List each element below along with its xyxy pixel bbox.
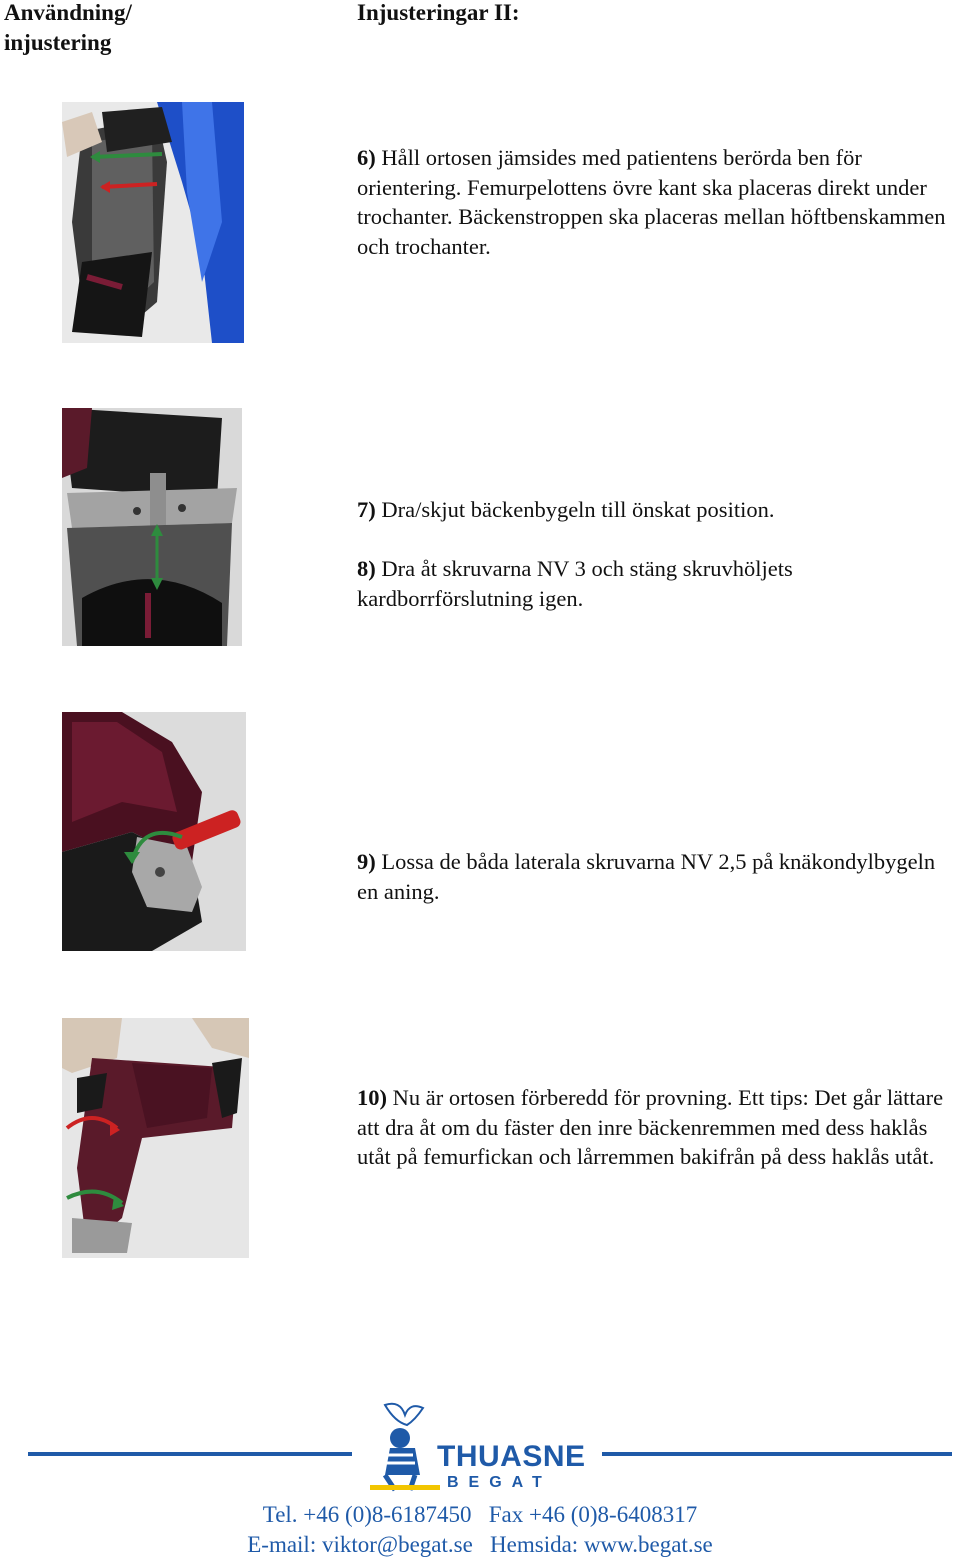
section-title-line1: Användning/ — [4, 0, 132, 25]
brand-subname: BEGAT — [447, 1474, 552, 1491]
step-7 — [357, 495, 957, 525]
step-number: 9) — [357, 849, 376, 874]
step-10 — [357, 1083, 957, 1172]
section-title-line2: injustering — [4, 30, 112, 55]
photo-step-6 — [62, 102, 244, 343]
step-number: 10) — [357, 1085, 387, 1110]
step-text: Dra/skjut bäckenbygeln till önskat position. — [375, 497, 775, 522]
photo-step-7-8 — [62, 408, 242, 646]
step-text: Lossa de båda laterala skruvarna NV 2,5 på knäkondylbygeln en aning. — [357, 849, 936, 904]
angel-mascot-icon — [365, 1400, 445, 1495]
step-number: 6) — [357, 145, 376, 170]
step-number: 8) — [357, 556, 376, 581]
brand-name: THUASNE — [437, 1440, 586, 1473]
section-title — [4, 0, 132, 58]
step-text: Nu är ortosen förberedd för provning. Ett tips: Det går lättare att dra åt om du fäster den inre bäckenremmen med dess haklås utåt på femurfickan och lårremmen bakifrån på dess haklås utåt. — [357, 1085, 944, 1169]
step-text: Dra åt skruvarna NV 3 och stäng skruvhöljets kardborrförslutning igen. — [357, 556, 793, 611]
step-9 — [357, 847, 957, 906]
footer-divider-left — [28, 1452, 352, 1456]
contact-phone-fax: Tel. +46 (0)8-6187450 Fax +46 (0)8-6408317 — [262, 1502, 698, 1527]
step-6 — [357, 143, 957, 261]
footer-divider-right — [602, 1452, 952, 1456]
contact-email-web: E-mail: viktor@begat.se Hemsida: www.begat.se — [247, 1532, 713, 1557]
photo-step-10 — [62, 1018, 249, 1258]
page-title: Injusteringar II: — [357, 0, 520, 25]
step-number: 7) — [357, 497, 376, 522]
photo-step-9 — [62, 712, 246, 951]
step-8 — [357, 554, 957, 613]
step-text: Håll ortosen jämsides med patientens berörda ben för orientering. Femurpelottens övre kant ska placeras direkt under trochanter. Bäckenstroppen ska placeras mellan höftbenskammen och trochanter. — [357, 145, 946, 259]
